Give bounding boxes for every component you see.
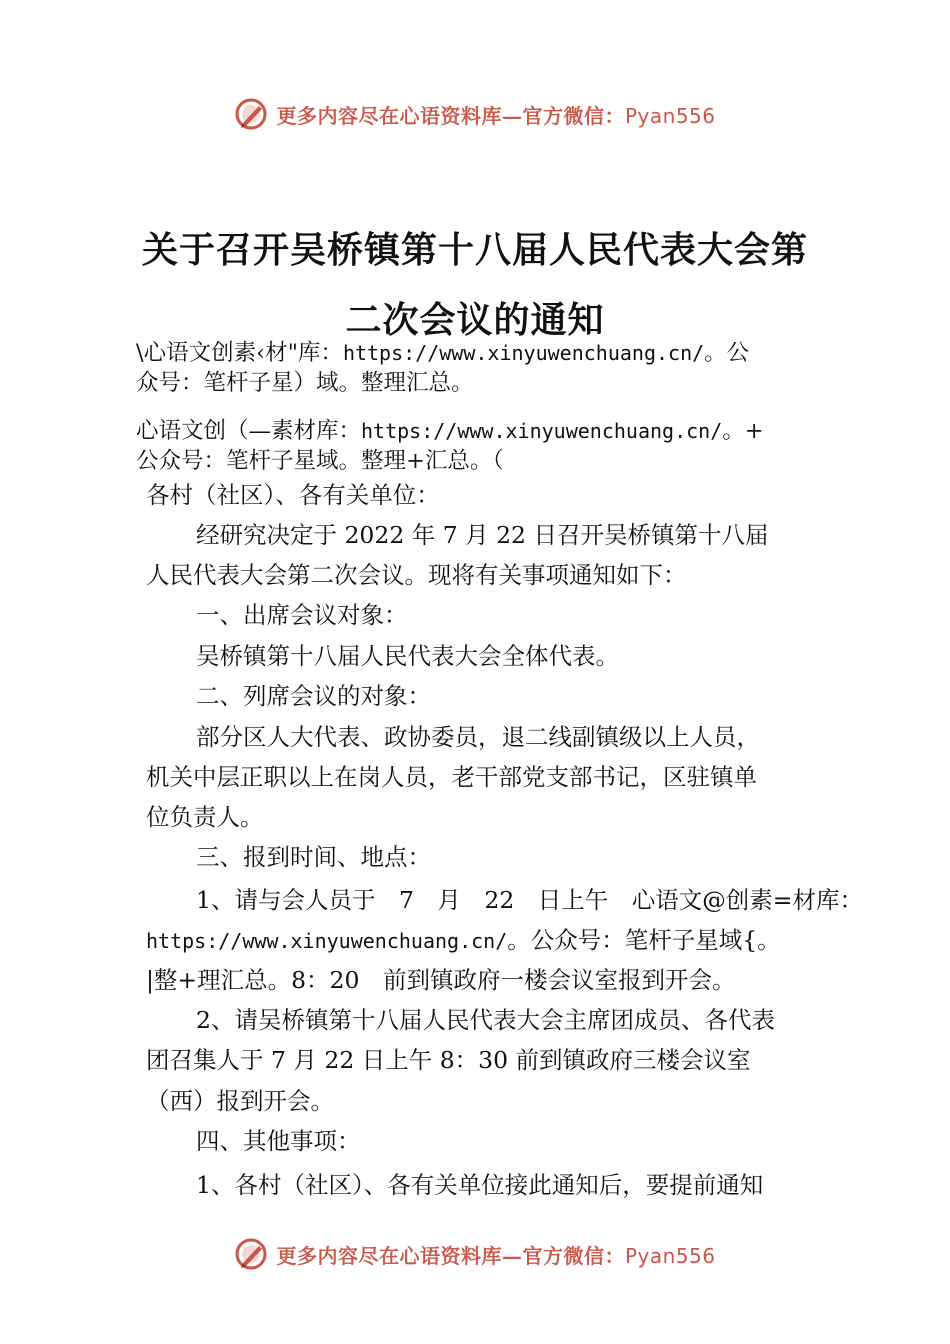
paragraph-line: 2、请吴桥镇第十八届人民代表大会主席团成员、各代表 (196, 1006, 775, 1034)
watermark-note-line: 心语文创（—素材库：https://www.xinyuwenchuang.cn/。+ (136, 418, 764, 444)
paragraph-line: 经研究决定于 2022 年 7 月 22 日召开吴桥镇第十八届 (196, 521, 769, 549)
document-title-line-2: 二次会议的通知 (345, 299, 605, 341)
paragraph-line: （西）报到开会。 (146, 1087, 334, 1115)
section-heading: 四、其他事项： (196, 1127, 361, 1155)
paragraph-line: 机关中层正职以上在岗人员，老干部党支部书记，区驻镇单 (146, 763, 757, 791)
section-heading: 一、出席会议对象： (196, 601, 408, 629)
watermark-text: 更多内容尽在心语资料库—官方微信：Pyan556 (276, 103, 716, 128)
watermark-banner-bottom (0, 1234, 950, 1274)
salutation: 各村（社区）、各有关单位： (146, 481, 440, 509)
section-heading: 三、报到时间、地点： (196, 843, 431, 871)
paragraph-line: 1、各村（社区）、各有关单位接此通知后，要提前通知 (196, 1171, 764, 1199)
paragraph-line: 团召集人于 7 月 22 日上午 8：30 前到镇政府三楼会议室 (146, 1046, 751, 1074)
document-title-line-1: 关于召开吴桥镇第十八届人民代表大会第 (141, 229, 808, 271)
watermark-text: 更多内容尽在心语资料库—官方微信：Pyan556 (276, 1243, 716, 1268)
paragraph-line: 位负责人。 (146, 803, 264, 831)
paragraph-line: |整+理汇总。8：20 前到镇政府一楼会议室报到开会。 (146, 966, 736, 994)
pen-logo-icon (234, 1237, 268, 1271)
pen-logo-icon (234, 97, 268, 131)
watermark-note-line: 众号：笔杆子星）域。整理汇总。 (136, 370, 474, 396)
watermark-banner-top (0, 94, 950, 134)
paragraph-line: 人民代表大会第二次会议。现将有关事项通知如下： (146, 561, 687, 589)
paragraph-line: 1、请与会人员于 7 月 22 日上午 心语文@创素=材库： (196, 886, 863, 914)
paragraph-line: https://www.xinyuwenchuang.cn/。公众号：笔杆子星域{。 (146, 926, 781, 954)
paragraph-line: 部分区人大代表、政协委员，退二线副镇级以上人员， (196, 723, 760, 751)
watermark-note-line: \心语文创素‹材"库：https://www.xinyuwenchuang.cn/。公 (136, 340, 750, 366)
section-heading: 二、列席会议的对象： (196, 682, 431, 710)
paragraph-line: 吴桥镇第十八届人民代表大会全体代表。 (196, 642, 619, 670)
watermark-note-line: 公众号：笔杆子星域。整理+汇总。（ (136, 448, 504, 474)
